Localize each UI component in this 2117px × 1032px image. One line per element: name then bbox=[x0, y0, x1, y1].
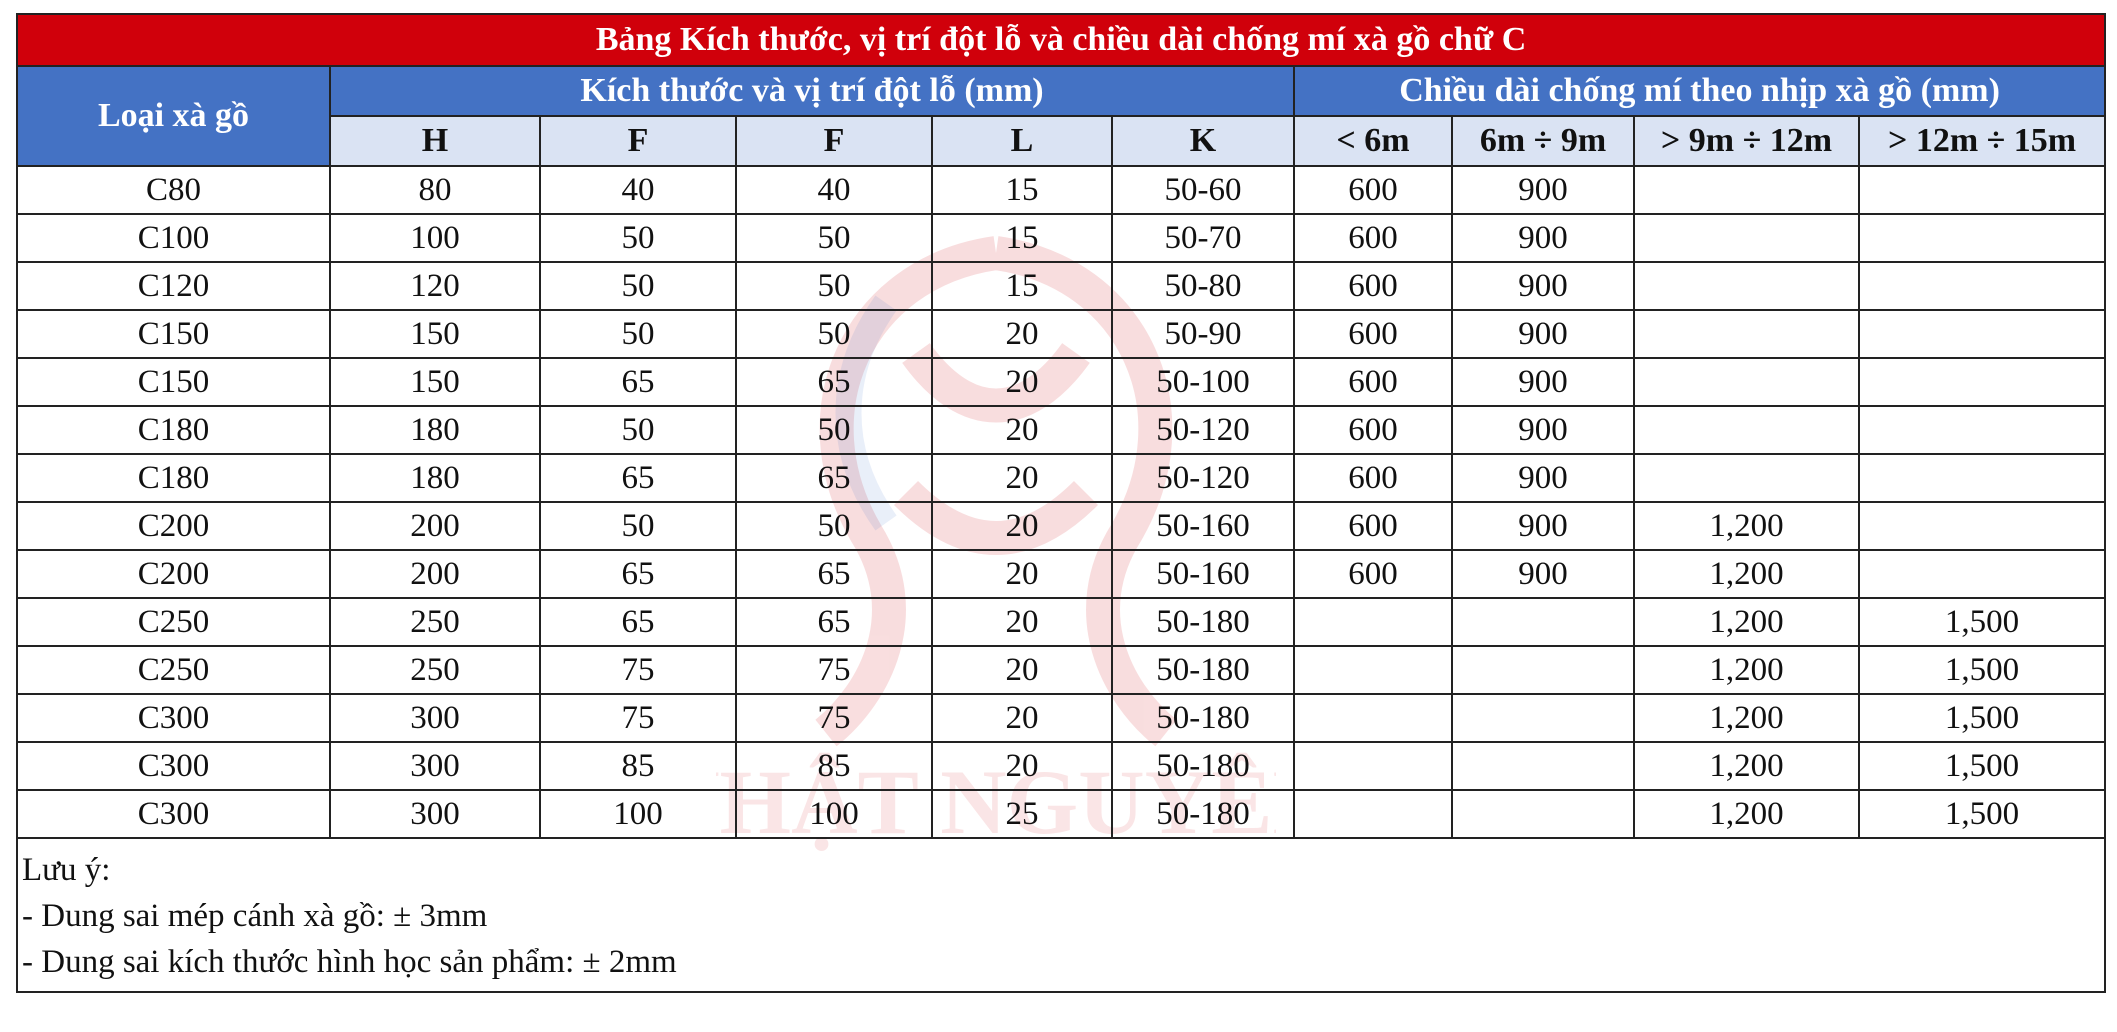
cell-span-9-12: 1,200 bbox=[1634, 550, 1859, 598]
table-row bbox=[17, 694, 2105, 742]
table-row bbox=[17, 358, 2105, 406]
cell-f1: 50 bbox=[540, 262, 736, 310]
sub-header-k: K bbox=[1112, 116, 1294, 166]
cell-k: 50-120 bbox=[1112, 454, 1294, 502]
cell-k: 50-180 bbox=[1112, 694, 1294, 742]
cell-h: 100 bbox=[330, 214, 540, 262]
watermark-text: HẬT NGUYÊ bbox=[719, 751, 1273, 853]
cell-h: 180 bbox=[330, 406, 540, 454]
cell-span-12-15 bbox=[1859, 166, 2105, 214]
cell-f1: 40 bbox=[540, 166, 736, 214]
cell-span-12-15 bbox=[1859, 502, 2105, 550]
cell-purlin-type: C200 bbox=[17, 502, 330, 550]
cell-l: 20 bbox=[932, 310, 1112, 358]
cell-span-9-12 bbox=[1634, 406, 1859, 454]
sub-header-f2: F bbox=[736, 116, 932, 166]
cell-l: 20 bbox=[932, 358, 1112, 406]
cell-l: 20 bbox=[932, 694, 1112, 742]
table-body bbox=[17, 166, 2105, 838]
cell-purlin-type: C180 bbox=[17, 406, 330, 454]
table-header bbox=[17, 14, 2105, 166]
cell-k: 50-180 bbox=[1112, 790, 1294, 838]
cell-span-lt6: 600 bbox=[1294, 502, 1452, 550]
cell-span-9-12: 1,200 bbox=[1634, 790, 1859, 838]
cell-f2: 100 bbox=[736, 790, 932, 838]
cell-l: 20 bbox=[932, 550, 1112, 598]
cell-span-lt6 bbox=[1294, 790, 1452, 838]
cell-span-6-9: 900 bbox=[1452, 214, 1634, 262]
cell-l: 20 bbox=[932, 454, 1112, 502]
cell-purlin-type: C200 bbox=[17, 550, 330, 598]
cell-f1: 50 bbox=[540, 406, 736, 454]
table-row bbox=[17, 646, 2105, 694]
sub-header-f1: F bbox=[540, 116, 736, 166]
cell-k: 50-120 bbox=[1112, 406, 1294, 454]
cell-h: 180 bbox=[330, 454, 540, 502]
cell-span-9-12: 1,200 bbox=[1634, 646, 1859, 694]
cell-purlin-type: C250 bbox=[17, 598, 330, 646]
cell-span-6-9 bbox=[1452, 694, 1634, 742]
sub-header-span-9-12: > 9m ÷ 12m bbox=[1634, 116, 1859, 166]
cell-span-9-12: 1,200 bbox=[1634, 502, 1859, 550]
cell-span-6-9: 900 bbox=[1452, 166, 1634, 214]
cell-f1: 65 bbox=[540, 358, 736, 406]
cell-purlin-type: C150 bbox=[17, 310, 330, 358]
table-row bbox=[17, 598, 2105, 646]
cell-span-12-15 bbox=[1859, 454, 2105, 502]
sub-header-span-lt6: < 6m bbox=[1294, 116, 1452, 166]
cell-l: 20 bbox=[932, 646, 1112, 694]
sub-header-h: H bbox=[330, 116, 540, 166]
cell-f1: 65 bbox=[540, 598, 736, 646]
cell-k: 50-180 bbox=[1112, 646, 1294, 694]
cell-f1: 85 bbox=[540, 742, 736, 790]
cell-span-12-15: 1,500 bbox=[1859, 790, 2105, 838]
cell-purlin-type: C300 bbox=[17, 790, 330, 838]
cell-span-6-9 bbox=[1452, 646, 1634, 694]
cell-f1: 65 bbox=[540, 550, 736, 598]
cell-k: 50-60 bbox=[1112, 166, 1294, 214]
cell-purlin-type: C80 bbox=[17, 166, 330, 214]
cell-span-9-12 bbox=[1634, 262, 1859, 310]
cell-l: 20 bbox=[932, 598, 1112, 646]
cell-span-9-12 bbox=[1634, 454, 1859, 502]
sub-header-span-6-9: 6m ÷ 9m bbox=[1452, 116, 1634, 166]
cell-f2: 40 bbox=[736, 166, 932, 214]
cell-span-9-12 bbox=[1634, 358, 1859, 406]
cell-span-lt6: 600 bbox=[1294, 454, 1452, 502]
cell-f1: 50 bbox=[540, 502, 736, 550]
cell-span-9-12 bbox=[1634, 214, 1859, 262]
cell-l: 15 bbox=[932, 166, 1112, 214]
cell-span-6-9 bbox=[1452, 598, 1634, 646]
cell-span-12-15: 1,500 bbox=[1859, 742, 2105, 790]
cell-span-12-15 bbox=[1859, 262, 2105, 310]
cell-f1: 100 bbox=[540, 790, 736, 838]
table-row bbox=[17, 550, 2105, 598]
table-row bbox=[17, 262, 2105, 310]
cell-h: 150 bbox=[330, 310, 540, 358]
cell-f1: 75 bbox=[540, 694, 736, 742]
cell-span-6-9: 900 bbox=[1452, 310, 1634, 358]
cell-f1: 65 bbox=[540, 454, 736, 502]
cell-l: 15 bbox=[932, 262, 1112, 310]
cell-f2: 75 bbox=[736, 646, 932, 694]
cell-span-9-12: 1,200 bbox=[1634, 742, 1859, 790]
cell-f2: 50 bbox=[736, 310, 932, 358]
cell-purlin-type: C120 bbox=[17, 262, 330, 310]
cell-h: 200 bbox=[330, 502, 540, 550]
cell-h: 250 bbox=[330, 598, 540, 646]
cell-f2: 50 bbox=[736, 214, 932, 262]
cell-span-6-9: 900 bbox=[1452, 502, 1634, 550]
cell-span-lt6 bbox=[1294, 694, 1452, 742]
cell-f2: 50 bbox=[736, 406, 932, 454]
purlin-spec-table bbox=[16, 13, 2106, 993]
cell-span-lt6: 600 bbox=[1294, 310, 1452, 358]
table-row bbox=[17, 454, 2105, 502]
cell-f2: 50 bbox=[736, 502, 932, 550]
table-row bbox=[17, 502, 2105, 550]
cell-h: 120 bbox=[330, 262, 540, 310]
cell-purlin-type: C250 bbox=[17, 646, 330, 694]
cell-purlin-type: C150 bbox=[17, 358, 330, 406]
cell-k: 50-80 bbox=[1112, 262, 1294, 310]
cell-l: 20 bbox=[932, 406, 1112, 454]
cell-f2: 85 bbox=[736, 742, 932, 790]
table-row bbox=[17, 310, 2105, 358]
cell-span-12-15 bbox=[1859, 550, 2105, 598]
cell-span-12-15 bbox=[1859, 214, 2105, 262]
group-header-lap-length: Chiều dài chống mí theo nhịp xà gồ (mm) bbox=[1294, 66, 2105, 116]
cell-l: 20 bbox=[932, 502, 1112, 550]
cell-f2: 65 bbox=[736, 598, 932, 646]
cell-span-12-15 bbox=[1859, 406, 2105, 454]
sub-header-row bbox=[17, 116, 2105, 166]
cell-span-6-9 bbox=[1452, 742, 1634, 790]
cell-h: 250 bbox=[330, 646, 540, 694]
notes-heading: Lưu ý: bbox=[22, 852, 111, 888]
cell-f2: 65 bbox=[736, 550, 932, 598]
cell-f2: 65 bbox=[736, 358, 932, 406]
table-row bbox=[17, 214, 2105, 262]
cell-k: 50-180 bbox=[1112, 598, 1294, 646]
table-title: Bảng Kích thước, vị trí đột lỗ và chiều dài chống mí xà gồ chữ C bbox=[17, 14, 2105, 66]
cell-purlin-type: C300 bbox=[17, 742, 330, 790]
cell-k: 50-160 bbox=[1112, 502, 1294, 550]
cell-l: 20 bbox=[932, 742, 1112, 790]
col-header-purlin-type: Loại xà gồ bbox=[17, 66, 330, 166]
cell-span-lt6: 600 bbox=[1294, 262, 1452, 310]
cell-purlin-type: C180 bbox=[17, 454, 330, 502]
cell-span-12-15: 1,500 bbox=[1859, 646, 2105, 694]
cell-f2: 75 bbox=[736, 694, 932, 742]
cell-l: 15 bbox=[932, 214, 1112, 262]
cell-k: 50-90 bbox=[1112, 310, 1294, 358]
cell-f2: 50 bbox=[736, 262, 932, 310]
cell-span-lt6: 600 bbox=[1294, 406, 1452, 454]
cell-f1: 50 bbox=[540, 214, 736, 262]
note-geometry-tolerance: - Dung sai kích thước hình học sản phẩm: ± 2mm bbox=[22, 944, 677, 980]
cell-span-6-9 bbox=[1452, 790, 1634, 838]
cell-k: 50-100 bbox=[1112, 358, 1294, 406]
cell-h: 150 bbox=[330, 358, 540, 406]
cell-l: 25 bbox=[932, 790, 1112, 838]
cell-purlin-type: C300 bbox=[17, 694, 330, 742]
cell-f1: 75 bbox=[540, 646, 736, 694]
cell-span-lt6: 600 bbox=[1294, 166, 1452, 214]
spec-sheet bbox=[16, 13, 2104, 993]
cell-f2: 65 bbox=[736, 454, 932, 502]
cell-purlin-type: C100 bbox=[17, 214, 330, 262]
cell-span-6-9: 900 bbox=[1452, 550, 1634, 598]
cell-span-lt6: 600 bbox=[1294, 550, 1452, 598]
cell-k: 50-160 bbox=[1112, 550, 1294, 598]
cell-span-9-12: 1,200 bbox=[1634, 598, 1859, 646]
sub-header-l: L bbox=[932, 116, 1112, 166]
cell-span-lt6 bbox=[1294, 598, 1452, 646]
cell-span-lt6 bbox=[1294, 646, 1452, 694]
table-row bbox=[17, 790, 2105, 838]
group-header-dimensions: Kích thước và vị trí đột lỗ (mm) bbox=[330, 66, 1294, 116]
cell-h: 200 bbox=[330, 550, 540, 598]
cell-f1: 50 bbox=[540, 310, 736, 358]
cell-h: 300 bbox=[330, 790, 540, 838]
sub-header-span-12-15: > 12m ÷ 15m bbox=[1859, 116, 2105, 166]
cell-span-12-15 bbox=[1859, 310, 2105, 358]
cell-span-lt6: 600 bbox=[1294, 358, 1452, 406]
cell-span-9-12: 1,200 bbox=[1634, 694, 1859, 742]
cell-span-lt6: 600 bbox=[1294, 214, 1452, 262]
cell-span-12-15: 1,500 bbox=[1859, 694, 2105, 742]
cell-span-9-12 bbox=[1634, 310, 1859, 358]
table-row bbox=[17, 742, 2105, 790]
note-flange-tolerance: - Dung sai mép cánh xà gồ: ± 3mm bbox=[22, 898, 488, 934]
cell-k: 50-180 bbox=[1112, 742, 1294, 790]
cell-span-6-9: 900 bbox=[1452, 358, 1634, 406]
cell-span-6-9: 900 bbox=[1452, 406, 1634, 454]
table-row bbox=[17, 406, 2105, 454]
cell-span-6-9: 900 bbox=[1452, 454, 1634, 502]
cell-span-6-9: 900 bbox=[1452, 262, 1634, 310]
cell-span-12-15: 1,500 bbox=[1859, 598, 2105, 646]
cell-k: 50-70 bbox=[1112, 214, 1294, 262]
table-row bbox=[17, 166, 2105, 214]
cell-span-9-12 bbox=[1634, 166, 1859, 214]
cell-h: 300 bbox=[330, 694, 540, 742]
cell-h: 80 bbox=[330, 166, 540, 214]
cell-span-12-15 bbox=[1859, 358, 2105, 406]
cell-span-lt6 bbox=[1294, 742, 1452, 790]
cell-h: 300 bbox=[330, 742, 540, 790]
notes-section bbox=[17, 838, 2105, 992]
